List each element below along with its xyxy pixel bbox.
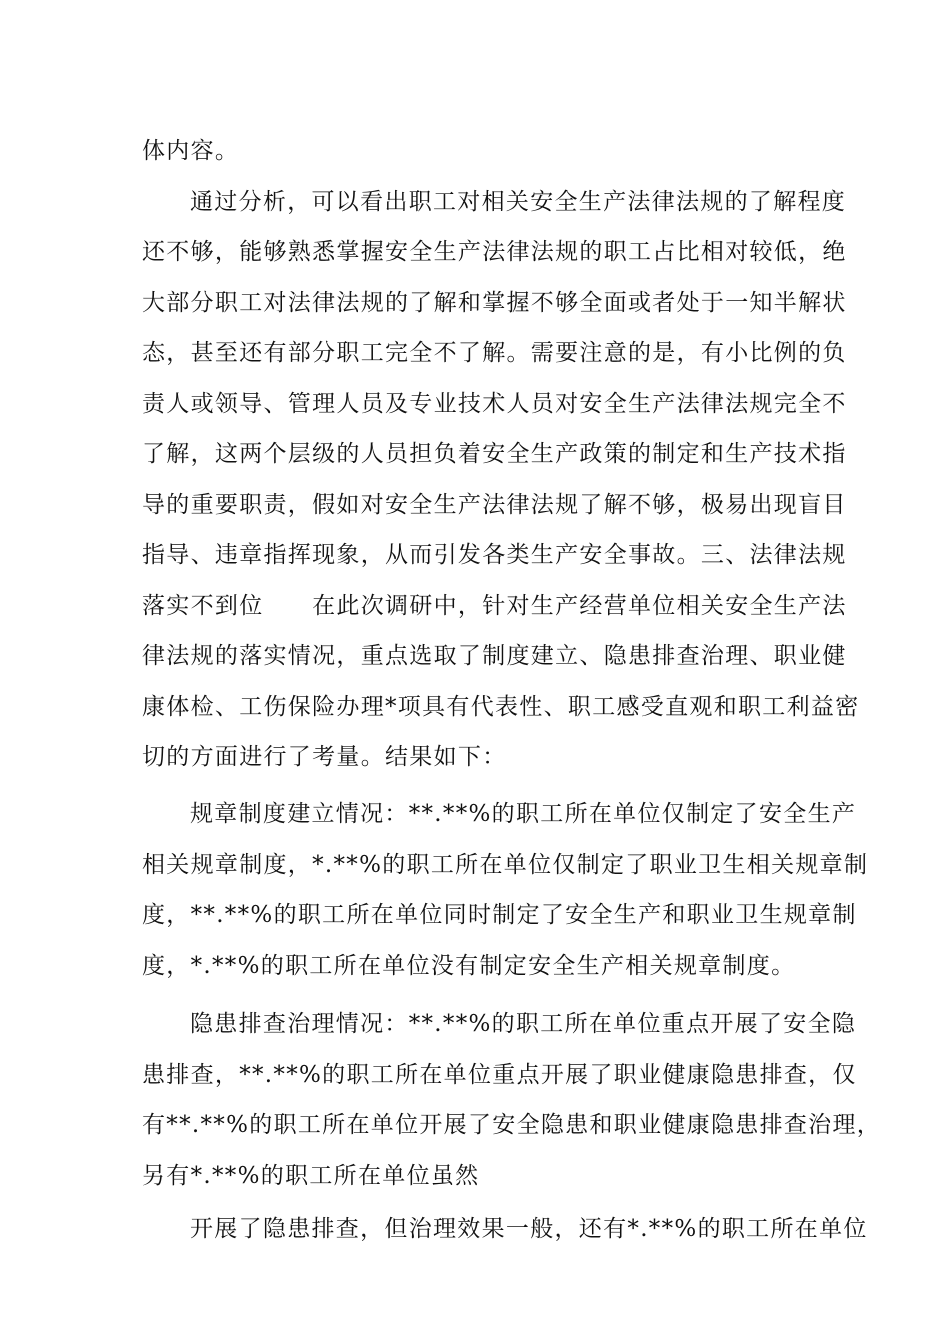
text-line: 康体检、工伤保险办理*项具有代表性、职工感受直观和职工利益密 — [142, 694, 860, 720]
text-line: 落实不到位 在此次调研中，针对生产经营单位相关安全生产法 — [142, 593, 847, 619]
text-line: 导的重要职责，假如对安全生产法律法规了解不够，极易出现盲目 — [142, 492, 847, 518]
text-line: 律法规的落实情况，重点选取了制度建立、隐患排查治理、职业健 — [142, 643, 847, 669]
text-line: 责人或领导、管理人员及专业技术人员对安全生产法律法规完全不 — [142, 391, 847, 417]
paragraph-first-line: 开展了隐患排查，但治理效果一般，还有*.**%的职工所在单位 — [190, 1216, 868, 1242]
text-line: 切的方面进行了考量。结果如下： — [142, 744, 507, 770]
text-line: 患排查，**.**%的职工所在单位重点开展了职业健康隐患排查，仅 — [142, 1062, 857, 1088]
text-line: 度，**.**%的职工所在单位同时制定了安全生产和职业卫生规章制 — [142, 902, 857, 928]
paragraph-first-line: 通过分析，可以看出职工对相关安全生产法律法规的了解程度 — [190, 189, 847, 215]
paragraph-first-line: 规章制度建立情况：**.**%的职工所在单位仅制定了安全生产 — [190, 801, 857, 827]
paragraph-first-line: 隐患排查治理情况：**.**%的职工所在单位重点开展了安全隐 — [190, 1011, 857, 1037]
text-line: 指导、违章指挥现象，从而引发各类生产安全事故。三、法律法规 — [142, 542, 847, 568]
text-line: 相关规章制度，*.**%的职工所在单位仅制定了职业卫生相关规章制 — [142, 852, 869, 878]
text-line: 体内容。 — [142, 138, 240, 164]
text-line: 还不够，能够熟悉掌握安全生产法律法规的职工占比相对较低，绝 — [142, 239, 847, 265]
text-line: 态，甚至还有部分职工完全不了解。需要注意的是，有小比例的负 — [142, 340, 847, 366]
text-line: 度，*.**%的职工所在单位没有制定安全生产相关规章制度。 — [142, 953, 796, 979]
text-line: 另有*.**%的职工所在单位虽然 — [142, 1163, 480, 1189]
text-line: 大部分职工对法律法规的了解和掌握不够全面或者处于一知半解状 — [142, 290, 847, 316]
text-line: 有**.**%的职工所在单位开展了安全隐患和职业健康隐患排查治理， — [142, 1112, 882, 1138]
text-line: 了解，这两个层级的人员担负着安全生产政策的制定和生产技术指 — [142, 441, 847, 467]
